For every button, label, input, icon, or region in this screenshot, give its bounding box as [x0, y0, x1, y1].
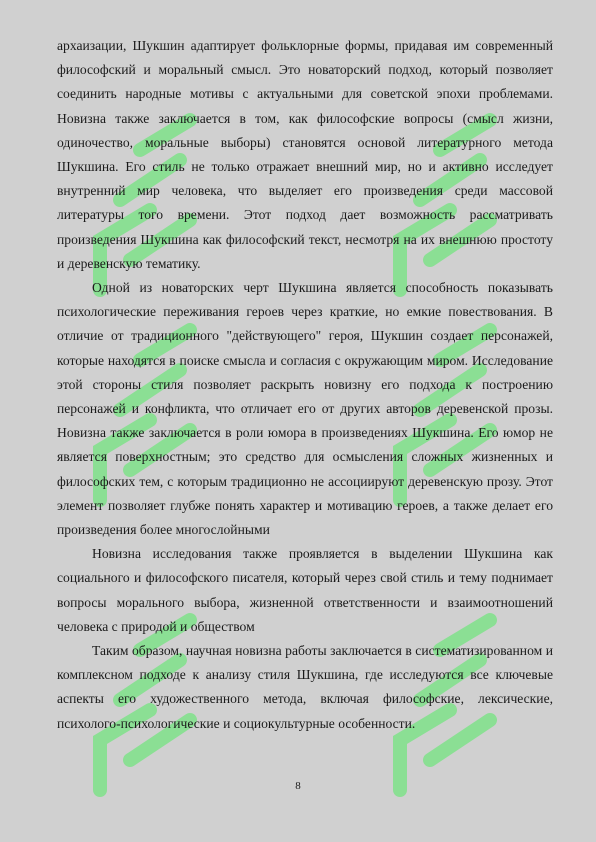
paragraph-4: Таким образом, научная новизна работы заключается в систематизированном и комплексном подходе к анализу стиля Шукшина, где исследуются все ключевые аспекты его художественного метода, включая философские, лексические, психолого-психологические и социокультурные особенности.: [57, 643, 553, 731]
paragraph-3: Новизна исследования также проявляется в выделении Шукшина как социального и философского писателя, который через свой стиль и тему поднимает вопросы морального выбора, жизненной ответственности и взаимоотношений человека с природой и обществом: [57, 546, 553, 634]
paragraph-2: Одной из новаторских черт Шукшина является способность показывать психологические переживания героев через краткие, но емкие повествования. В отличие от традиционного "действующего" героя, Шукшин создает персонажей, которые находятся в поиске смысла и согласия с окружающим миром. Исследование этой стороны стиля позволяет раскрыть новизну его подхода к построению персонажей и конфликта, что отличает его от других авторов деревенской прозы. Новизна также заключается в роли юмора в произведениях Шукшина. Его юмор не является поверхностным; это средство для осмысления сложных жизненных и философских тем, с которым традиционно не ассоциируют деревенскую прозу. Этот элемент позволяет глубже понять характер и мотивацию героев, а также делает его произведения более многослойными: [57, 280, 553, 538]
document-body: [57, 34, 553, 736]
paragraph-1: архаизации, Шукшин адаптирует фольклорные формы, придавая им современный философский и моральный смысл. Это новаторский подход, который позволяет соединить народные мотивы с актуальными для советской эпохи проблемами. Новизна также заключается в том, как философские вопросы (смысл жизни, одиночество, моральные выборы) становятся основой литературного метода Шукшина. Его стиль не только отражает внешний мир, но и активно исследует внутренний мир человека, что выделяет его произведения среди массовой литературы того времени. Этот подход дает возможность рассматривать произведения Шукшина как философский текст, несмотря на их внешнюю простоту и деревенскую тематику.: [57, 38, 553, 271]
page-number: 8: [295, 780, 301, 792]
